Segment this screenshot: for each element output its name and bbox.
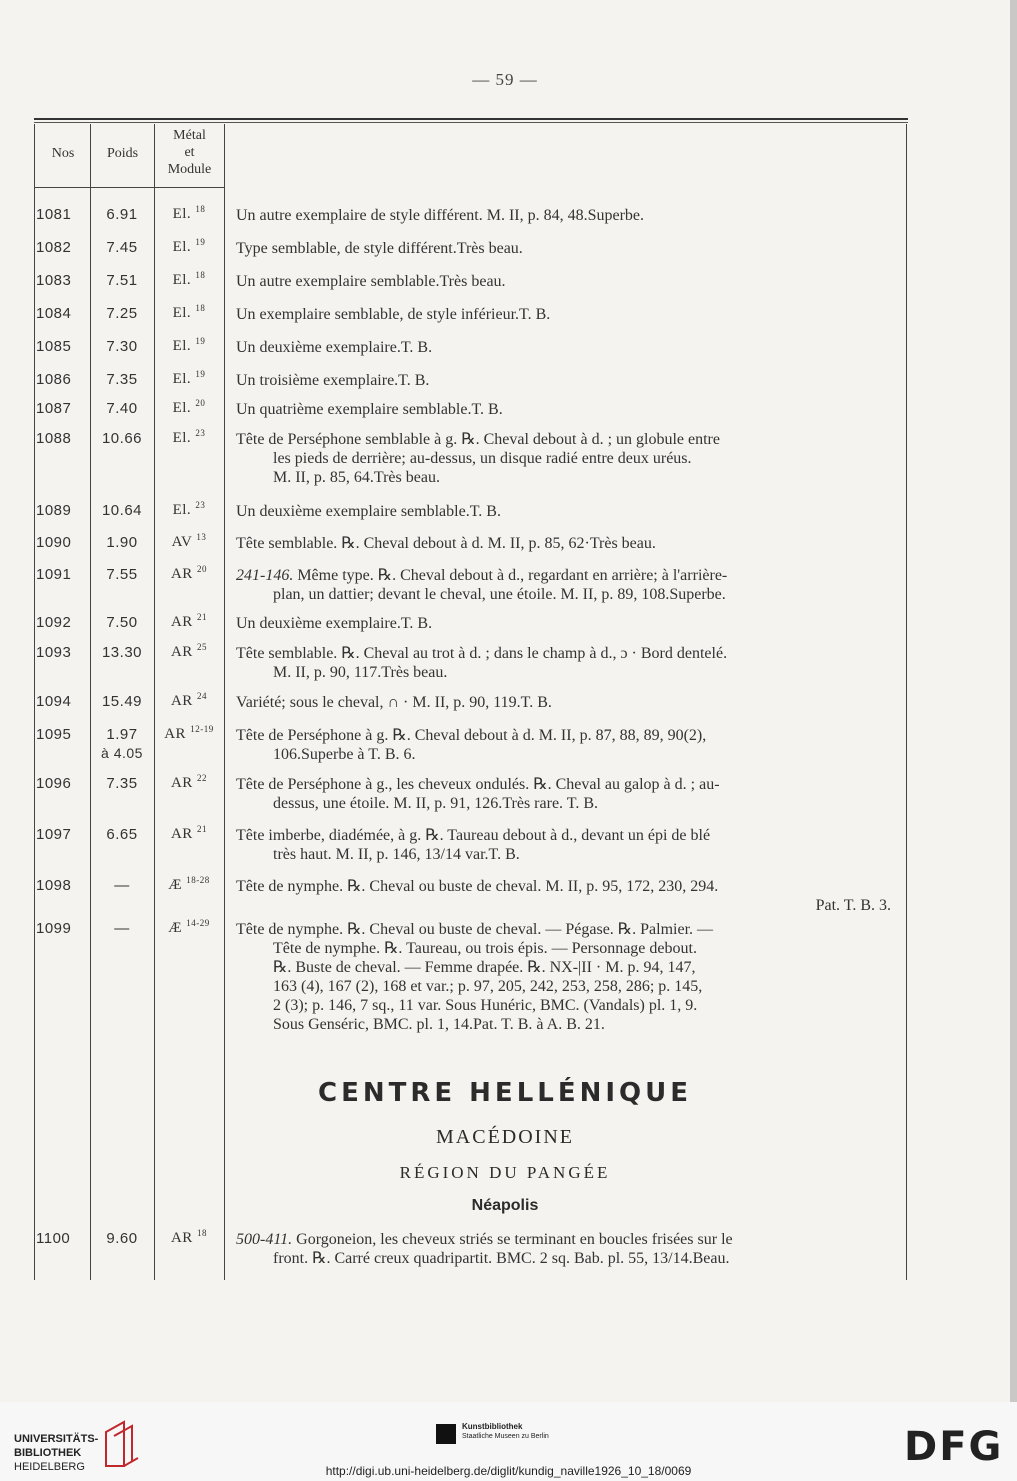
table-top-rule	[34, 118, 908, 120]
dfg-logo: DFG	[904, 1424, 1004, 1470]
section-heading-country: MACÉDOINE	[436, 1126, 574, 1148]
header-poids: Poids	[106, 146, 139, 161]
page-number: — 59 —	[472, 70, 538, 89]
section-heading-city: Néapolis	[471, 1197, 539, 1214]
table-top-rule-thin	[34, 122, 908, 123]
header-nos: Nos	[51, 146, 75, 161]
table-header-rule	[34, 187, 224, 188]
kunstbibliothek-logo	[436, 1424, 456, 1444]
kunstbibliothek-label: Kunstbibliothek Staatliche Museen zu Berlin	[436, 1422, 549, 1442]
section-heading-region: RÉGION DU PANGÉE	[399, 1163, 611, 1182]
section-heading-region-group: CENTRE HELLÉNIQUE	[318, 1078, 692, 1108]
catalog-page: — 59 — Nos Poids Métal et Module 1081 6.91 El. $^{18}$ Un autre exemplaire de style différent. M. II, p. 84, 48.Superbe. 1082 7.45 El. $^{19}$ Type semblable, de style différent.Très beau. 1083 7.51 El. $^{18}$ Un autre exemplaire semblable.Très beau. 1084 7.25 El. $^{18}$ Un exemplaire semblable, de style inférieur.T. B. 1085 7.30 El. $^{19}$ Un deuxième exemplaire.T. B. 1086 7.35 El. $^{19}$ Un troisième exemplaire.T. B. 1087 7.40 El. $^{20}$ Un quatrième exemplaire semblable.T. B. 1088 10.66 El. $^{23}$ Tête de Perséphone semblable à g. ℞. Cheval debout à d. ; un globule entre les pieds de derrière; au-dessus, un disque radié entre deux uréus. M. II, p. 85, 64.Très beau. 1089 10.64 El. $^{23}$ Un deuxième exemplaire semblable.T. B. 1090 1.90 AV $^{13}$ Tête semblable. ℞. Cheval debout à d. M. II, p. 85, 62·Très beau. 1091 7.55 AR $^{20}$ 241-146. Même type. ℞. Cheval debout à d., regardant en arrière; à l'arrière- plan, un dattier; devant le cheval, une étoile. M. II, p. 89, 108.Superbe. 1092 7.50 AR $^{21}$ Un deuxième exemplaire.T. B. 1093 13.30 AR $^{25}$ Tête semblable. ℞. Cheval au trot à d. ; dans le champ à d., ɔ · Bord dentelé. M. II, p. 90, 117.Très beau. 1094 15.49 AR $^{24}$ Variété; sous le cheval, ∩ · M. II, p. 90, 119.T. B. 1095 1.97 à 4.05 AR $^{12-19}$ Tête de Perséphone à g. ℞. Cheval debout à d. M. II, p. 87, 88, 89, 90(2), 106.Superbe à T. B. 6. 1096 7.35 AR $^{22}$ Tête de Perséphone à g., les cheveux ondulés. ℞. Cheval au galop à d. ; au- dessus, une étoile. M. II, p. 91, 126.Très rare. T. B. 1097 6.65 AR $^{21}$ Tête imberbe, diadémée, à g. ℞. Taureau debout à d., devant un épi de blé très haut. M. II, p. 146, 13/14 var.T. B. 1098 — Æ $^{18-28}$ Tête de nymphe. ℞. Cheval ou buste de cheval. M. II, p. 95, 172, 230, 294. Pat. T. B. 3. 1099 — Æ $^{14-29}$ Tête de nymphe. ℞. Cheval ou buste de cheval. — Pégase. ℞. Palmier. — Tête de nymphe. ℞. Taureau, ou trois épis. — Personnage debout. ℞. Buste de cheval. — Femme drapée. ℞. NX-|II · M. p. 94, 147, 163 (4), 167 (2), 168 et var.; p. 97, 205, 242, 253, 258, 286; p. 145, 2 (3); p. 146, 7 sq., 11 var. Sous Hunéric, BMC. (Vandals) pl. 1, 9. Sous Genséric, BMC. pl. 1, 14.Pat. T. B. à A. B. 21. CENTRE HELLÉNIQUE MACÉDOINE RÉGION DU PANGÉE Néapolis 1100 9.60 AR $^{18}$ 500-411. Gorgoneion, les cheveux striés se terminant en boucles frisées sur le front. ℞. Carré creux quadripartit. BMC. 2 sq. Bab. pl. 55, 13/14.Beau.	[0, 0, 1010, 1402]
header-metal: Métal et Module	[167, 128, 212, 177]
digitization-footer	[0, 1402, 1017, 1481]
university-library-label: UNIVERSITÄTS- BIBLIOTHEK HEIDELBERG	[14, 1433, 99, 1473]
university-library-logo	[102, 1418, 142, 1470]
source-url[interactable]: http://digi.ub.uni-heidelberg.de/diglit/kundig_naville1926_10_18/0069	[325, 1464, 692, 1478]
